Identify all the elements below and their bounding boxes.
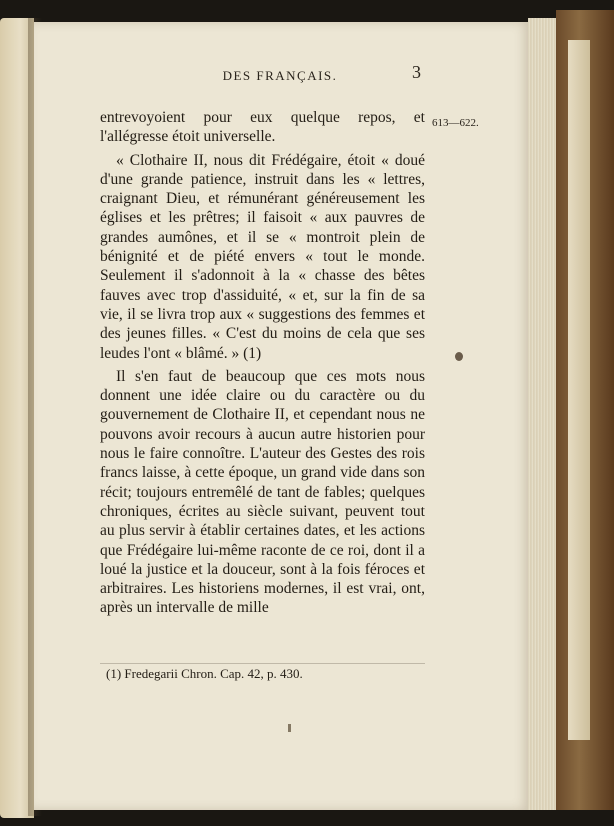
footnote: (1) Fredegarii Chron. Cap. 42, p. 430. [106,666,303,681]
paragraph-quote: « Clothaire II, nous dit Frédégaire, étoit « doué d'une grande patience, instruit dans les « lettres, craignant Dieu, et rémunérant généreusement les églises et les prêtres; il faisoit « aux pauvres de grandes aumônes, et il se « montroit plein de bénignité et de piété envers « tout le monde. Seulement il s'adonnoit à la « chasse des bêtes fauves avec trop d'assiduité, « et, sur la fin de sa vie, il se livra trop aux « suggestions des femmes et des jeunes filles. « C'est du moins de cela que ses leudes l'ont « blâmé. » (1) [100,151,425,362]
book-inner-edge [568,40,590,740]
ink-mark [288,724,291,732]
running-head: DES FRANÇAIS. [222,68,338,83]
footnote-divider [100,663,425,664]
page-edges [528,18,558,810]
body-text [100,108,425,618]
paragraph: Il s'en faut de beaucoup que ces mots nous donnent une idée claire ou du caractère ou du gouvernement de Clothaire II, et cependant nous ne pouvons avoir recours à aucun autre historien pour nous le faire connoître. L'auteur des Gestes des rois francs laisse, à cette époque, un grand vide dans son récit; toujours entremêlé de tant de fables; quelques chroniques, écrites au siècle suivant, peuvent tout au plus servir à établir certaines dates, et les actions que Frédégaire lui-même raconte de ce roi, dont il a loué la justice et la douceur, sont à la fois féroces et arbitraires. Les historiens modernes, il est vrai, ont, après un intervalle de mille [100,367,425,617]
page-number: 3 [412,62,421,82]
margin-date-note: 613—622. [432,117,479,129]
paragraph: entrevoyoient pour eux quelque repos, et l'allégresse étoit universelle. [100,109,425,146]
ink-spot [455,352,463,361]
